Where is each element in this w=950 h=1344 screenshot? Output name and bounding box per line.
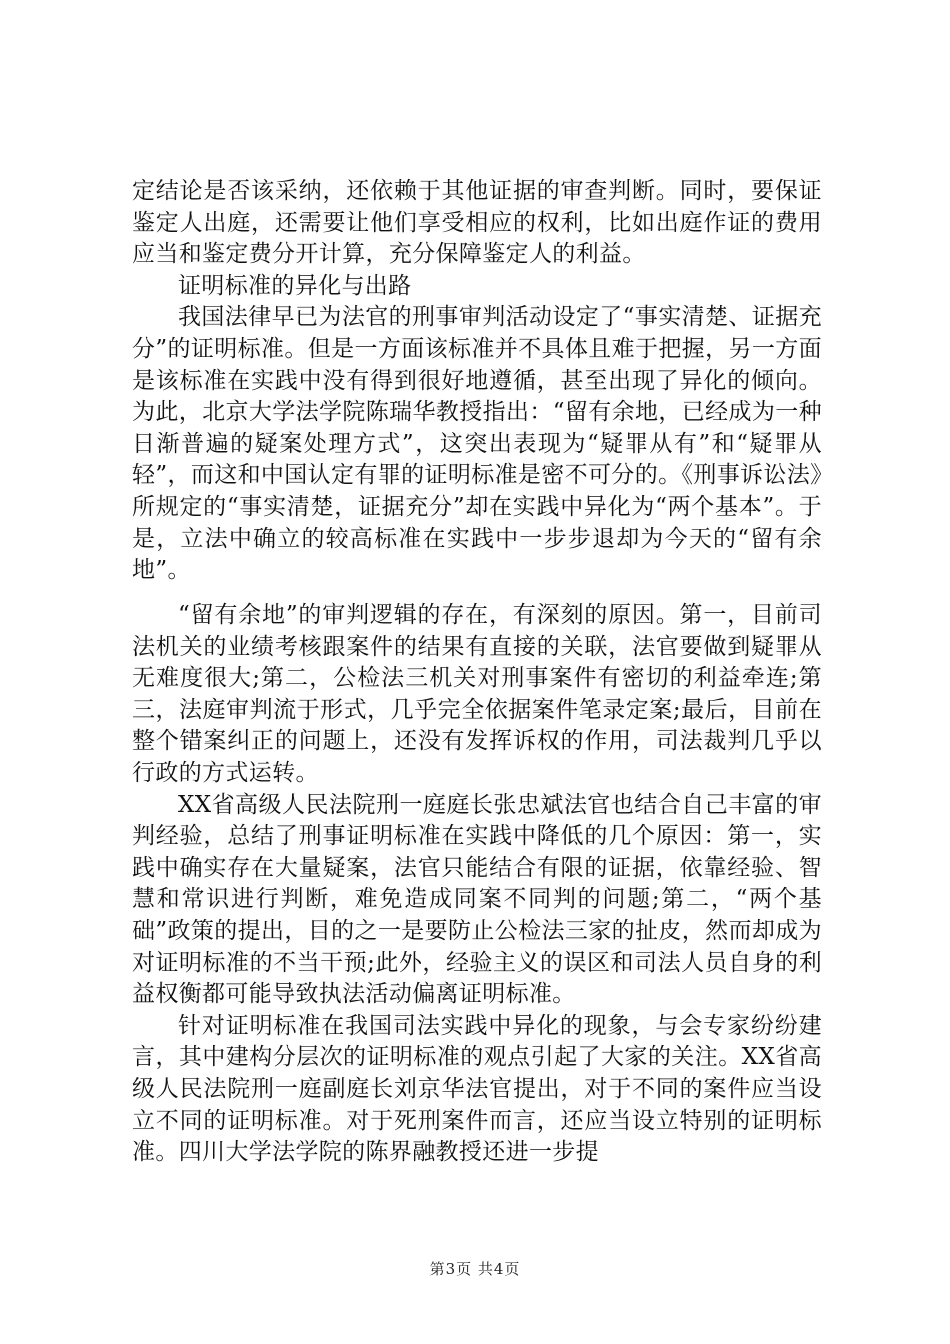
paragraph: 定结论是否该采纳，还依赖于其他证据的审查判断。同时，要保证鉴定人出庭，还需要让他们享受相应的权利，比如出庭作证的费用应当和鉴定费分开计算，充分保障鉴定人的利益。: [132, 178, 822, 268]
paragraph: “留有余地”的审判逻辑的存在，有深刻的原因。第一，目前司法机关的业绩考核跟案件的结果有直接的关联，法官要做到疑罪从无难度很大;第二，公检法三机关对刑事案件有密切的利益牵连;第三，法庭审判流于形式，几乎完全依据案件笔录定案;最后，目前在整个错案纠正的问题上，还没有发挥诉权的作用，司法裁判几乎以行政的方式运转。: [132, 602, 822, 786]
page-footer: [0, 1258, 950, 1279]
page-number: 第3页 共4页: [429, 1260, 521, 1278]
paragraph: XX省高级人民法院刑一庭庭长张忠斌法官也结合自己丰富的审判经验，总结了刑事证明标准在实践中降低的几个原因：第一，实践中确实存在大量疑案，法官只能结合有限的证据，依靠经验、智慧和常识进行判断，难免造成同案不同判的问题;第二，“两个基础”政策的提出，目的之一是要防止公检法三家的扯皮，然而却成为对证明标准的不当干预;此外，经验主义的误区和司法人员自身的利益权衡都可能导致执法活动偏离证明标准。: [132, 791, 822, 1008]
section-heading: 证明标准的异化与出路: [178, 272, 412, 299]
body-text-top: [132, 176, 822, 587]
body-text-bottom: [132, 600, 822, 1169]
paragraph: 我国法律早已为法官的刑事审判活动设定了“事实清楚、证据充分”的证明标准。但是一方面该标准并不具体且难于把握，另一方面是该标准在实践中没有得到很好地遵循，甚至出现了异化的倾向。为此，北京大学法学院陈瑞华教授指出：“留有余地，已经成为一种日渐普遍的疑案处理方式”，这突出表现为“疑罪从有”和“疑罪从轻”，而这和中国认定有罪的证明标准是密不可分的。《刑事诉讼法》所规定的“事实清楚，证据充分”却在实践中异化为“两个基本”。于是，立法中确立的较高标准在实践中一步步退却为今天的“留有余地”。: [132, 304, 822, 584]
paragraph: 针对证明标准在我国司法实践中异化的现象，与会专家纷纷建言，其中建构分层次的证明标准的观点引起了大家的关注。XX省高级人民法院刑一庭副庭长刘京华法官提出，对于不同的案件应当设立不同的证明标准。对于死刑案件而言，还应当设立特别的证明标准。四川大学法学院的陈界融教授还进一步提: [132, 1012, 822, 1166]
